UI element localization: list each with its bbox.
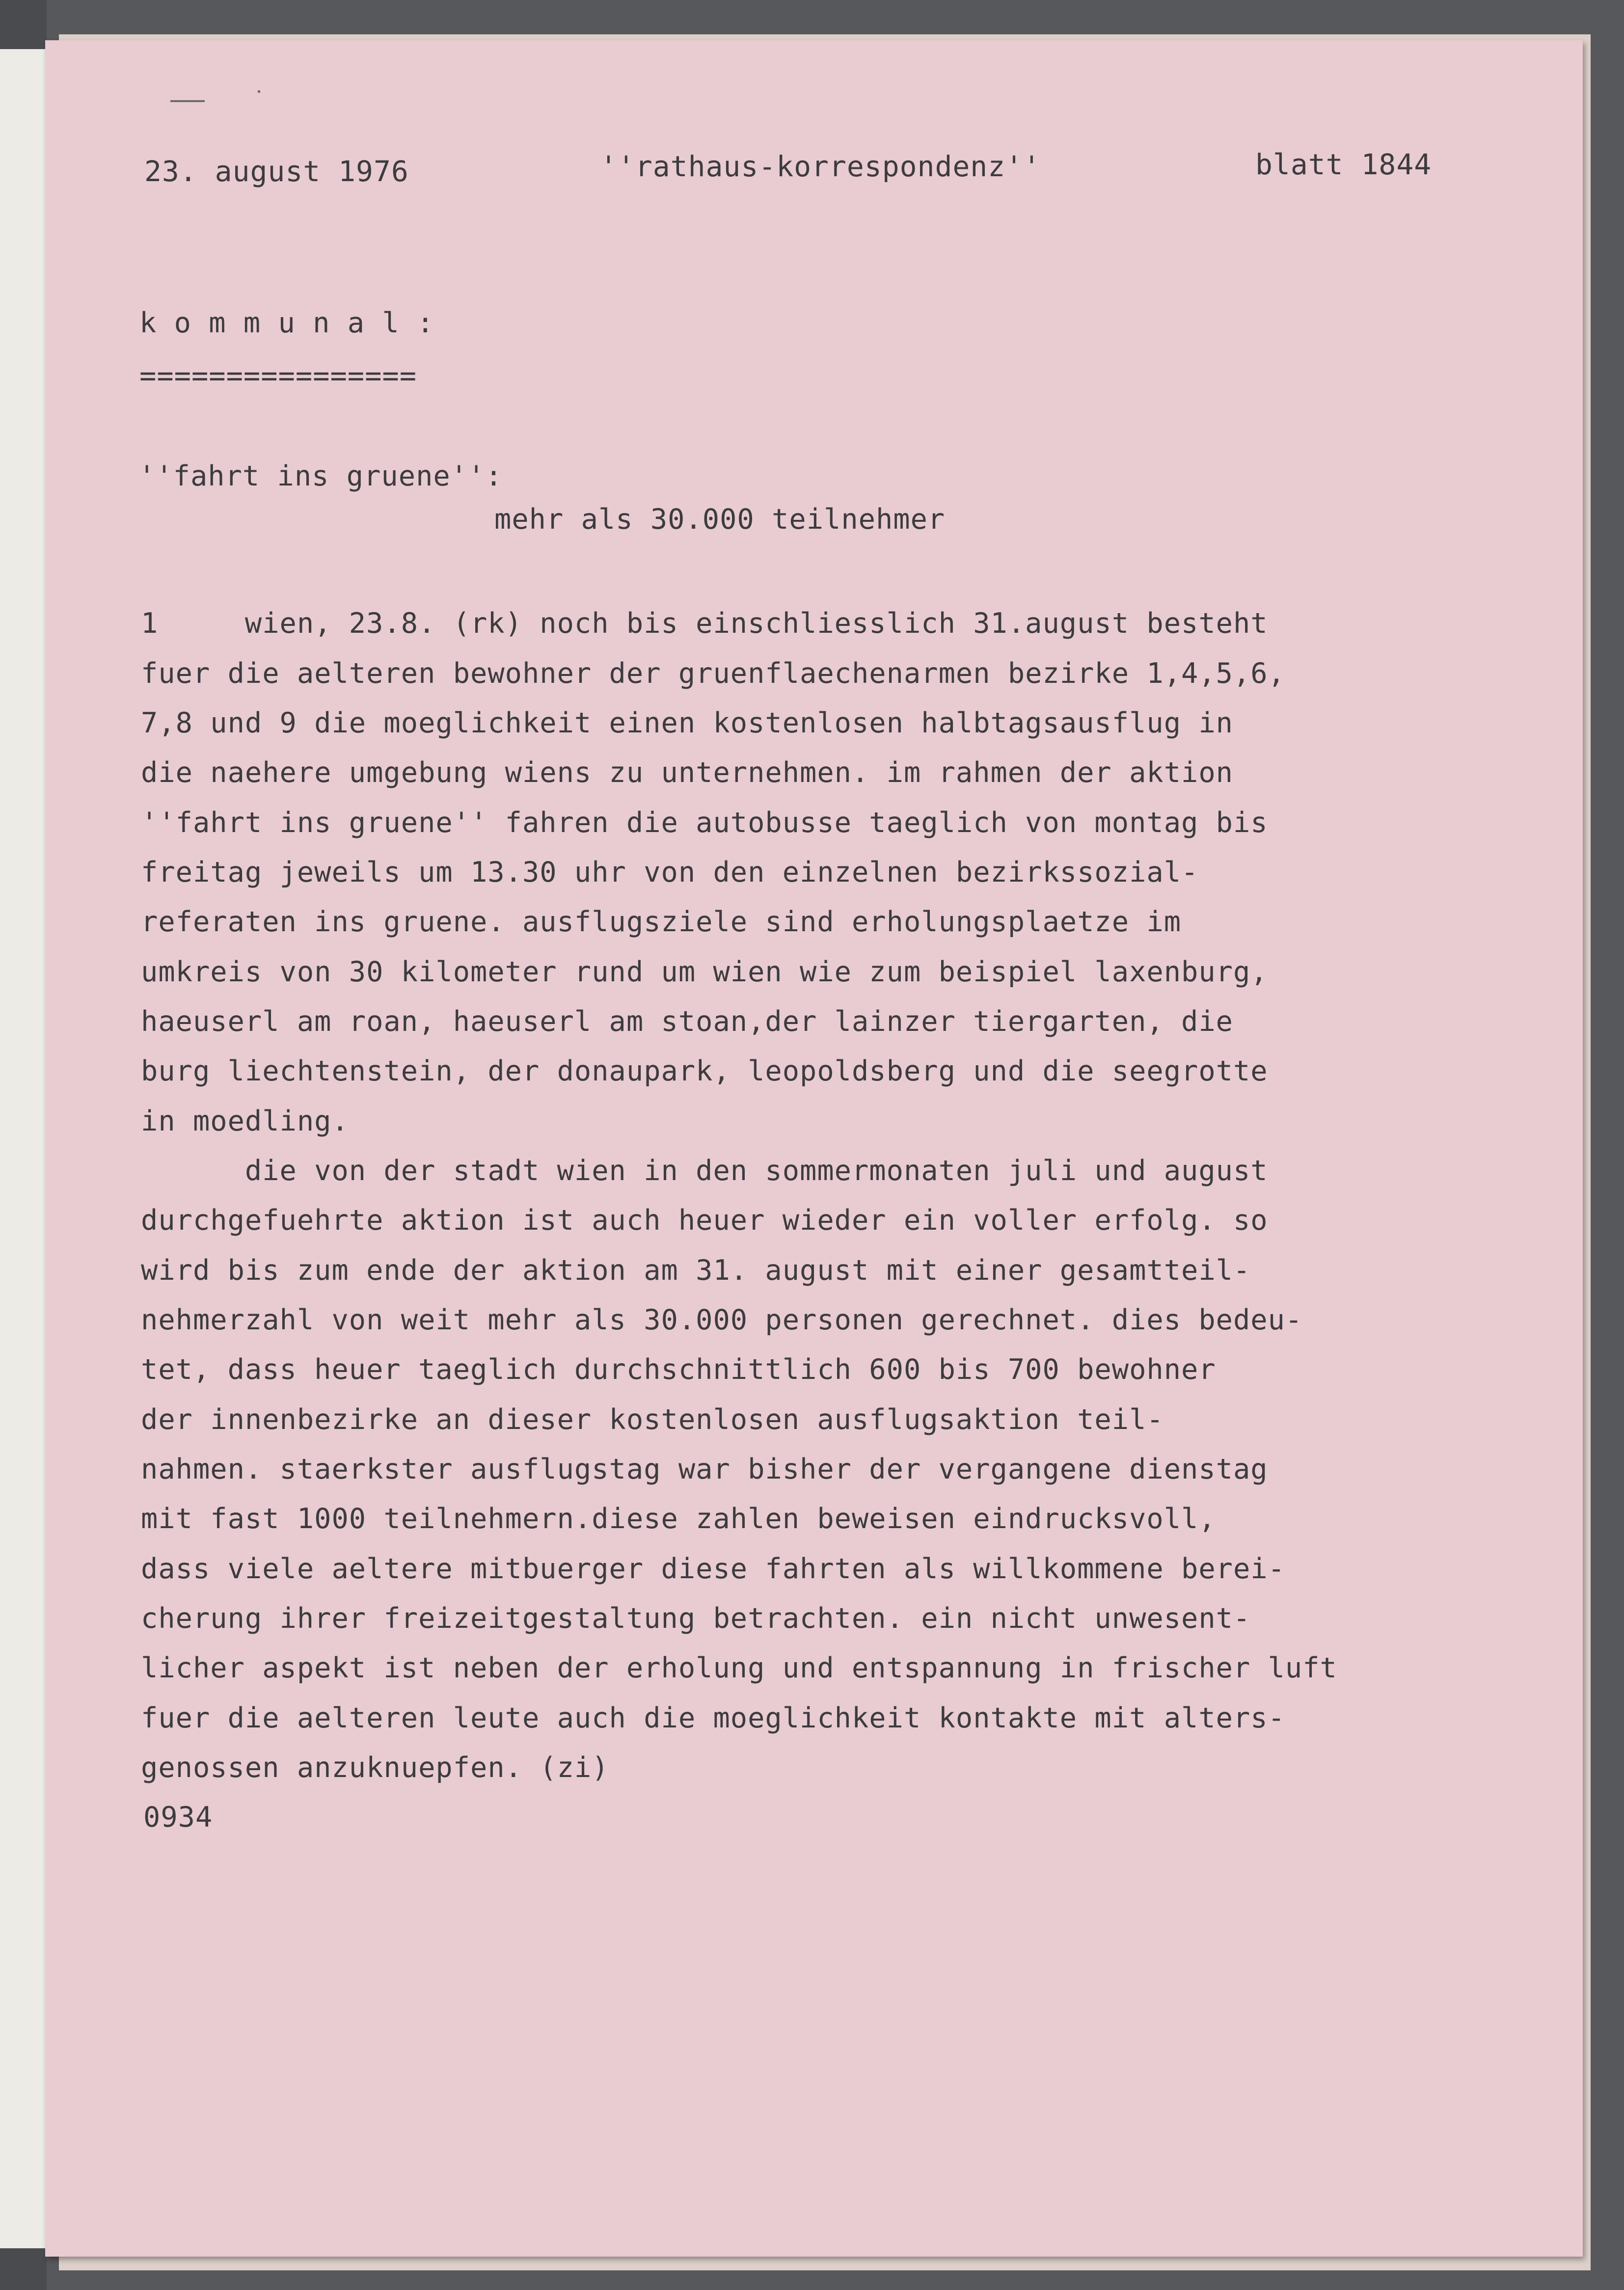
body-line: fuer die aelteren leute auch die moeglichkeit kontakte mit alters- — [141, 1702, 1285, 1734]
pencil-mark — [258, 90, 260, 93]
body-line: wird bis zum ende der aktion am 31. august mit einer gesamtteil- — [141, 1254, 1251, 1287]
body-line: licher aspekt ist neben der erholung und entspannung in frischer luft — [141, 1652, 1337, 1684]
body-line: der innenbezirke an dieser kostenlosen ausflugsaktion teil- — [141, 1403, 1164, 1436]
body-line: fuer die aelteren bewohner der gruenflaechenarmen bezirke 1,4,5,6, — [141, 657, 1285, 690]
body-line: tet, dass heuer taeglich durchschnittlich 600 bis 700 bewohner — [141, 1353, 1216, 1386]
header-date: 23. august 1976 — [144, 155, 409, 188]
body-line: mit fast 1000 teilnehmern.diese zahlen beweisen eindrucksvoll, — [141, 1503, 1216, 1535]
body-line: genossen anzuknuepfen. (zi) — [141, 1751, 609, 1784]
page-edge — [0, 49, 47, 2248]
body-line: die von der stadt wien in den sommermonaten juli und august — [141, 1155, 1268, 1187]
body-line: freitag jeweils um 13.30 uhr von den einzelnen bezirkssozial- — [141, 856, 1199, 889]
document-page — [45, 40, 1583, 2257]
body-line: nehmerzahl von weit mehr als 30.000 personen gerechnet. dies bedeu- — [141, 1304, 1303, 1336]
pencil-mark — [170, 100, 205, 102]
body-line: ''fahrt ins gruene'' fahren die autobusse taeglich von montag bis — [141, 807, 1268, 839]
section-underline: ================ — [139, 360, 417, 392]
body-line: 1 wien, 23.8. (rk) noch bis einschliesslich 31.august besteht — [141, 607, 1268, 640]
section-title: k o m m u n a l : — [139, 307, 434, 339]
reference-number: 0934 — [143, 1801, 213, 1833]
body-line: umkreis von 30 kilometer rund um wien wie zum beispiel laxenburg, — [141, 956, 1268, 988]
body-line: haeuserl am roan, haeuserl am stoan,der lainzer tiergarten, die — [141, 1005, 1233, 1038]
body-line: cherung ihrer freizeitgestaltung betrachten. ein nicht unwesent- — [141, 1602, 1251, 1635]
header-sheet-number: blatt 1844 — [1255, 148, 1432, 181]
body-line: durchgefuehrte aktion ist auch heuer wieder ein voller erfolg. so — [141, 1204, 1268, 1237]
body-line: nahmen. staerkster ausflugstag war bisher der vergangene dienstag — [141, 1453, 1268, 1485]
body-line: burg liechtenstein, der donaupark, leopoldsberg und die seegrotte — [141, 1055, 1268, 1087]
article-headline: ''fahrt ins gruene'': — [138, 460, 503, 492]
body-line: die naehere umgebung wiens zu unternehmen. im rahmen der aktion — [141, 756, 1233, 789]
header-publication: ''rathaus-korrespondenz'' — [600, 150, 1041, 183]
body-line: referaten ins gruene. ausflugsziele sind erholungsplaetze im — [141, 906, 1182, 938]
body-line: in moedling. — [141, 1105, 349, 1137]
body-line: 7,8 und 9 die moeglichkeit einen kostenlosen halbtagsausflug in — [141, 707, 1233, 739]
body-line: dass viele aeltere mitbuerger diese fahrten als willkommene berei- — [141, 1553, 1285, 1585]
article-subheadline: mehr als 30.000 teilnehmer — [494, 503, 946, 536]
